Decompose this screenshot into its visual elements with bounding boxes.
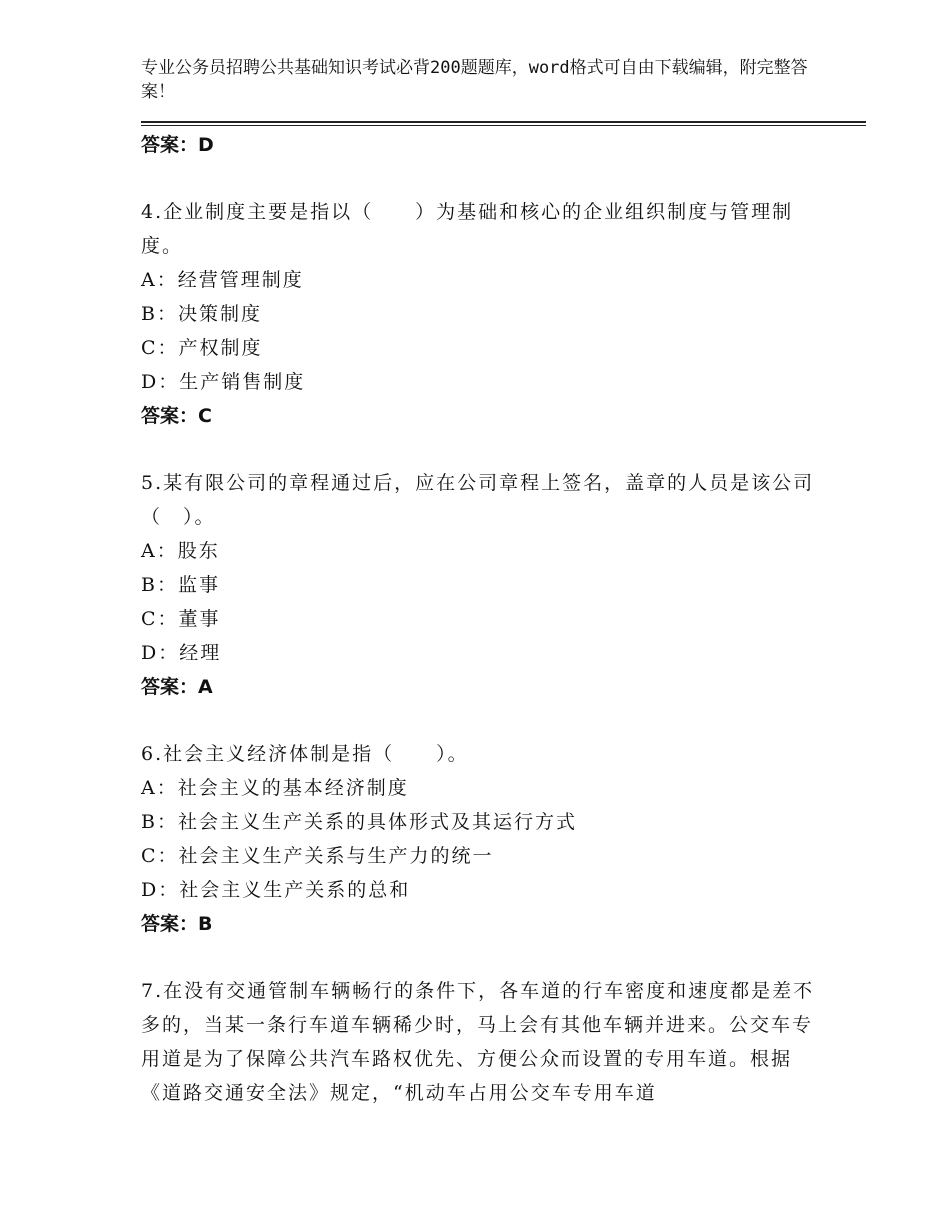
option-b: B：决策制度 [141, 303, 262, 325]
option-d: D：经理 [141, 642, 222, 664]
question-7 [141, 974, 821, 1110]
answer-line: 答案：C [141, 405, 212, 427]
option-a: A：经营管理制度 [141, 269, 304, 291]
question-list [141, 128, 821, 1110]
question-5 [141, 466, 821, 704]
option-d: D：生产销售制度 [141, 371, 306, 393]
header-rule-thick [141, 121, 866, 123]
answer-line: 答案：D [141, 134, 214, 156]
question-text: 6.社会主义经济体制是指（ ）。 [141, 743, 469, 765]
answer-line: 答案：A [141, 676, 213, 698]
option-c: C：董事 [141, 608, 221, 630]
question-text: 5.某有限公司的章程通过后，应在公司章程上签名，盖章的人员是该公司（ ）。 [141, 472, 815, 528]
option-c: C：产权制度 [141, 337, 263, 359]
header-rule-thin [141, 125, 866, 126]
option-c: C：社会主义生产关系与生产力的统一 [141, 845, 494, 867]
page-header: 专业公务员招聘公共基础知识考试必背200题题库，word格式可自由下载编辑，附完整答案！ [141, 58, 808, 102]
option-d: D：社会主义生产关系的总和 [141, 879, 411, 901]
answer-line: 答案：B [141, 913, 213, 935]
option-a: A：股东 [141, 540, 220, 562]
option-b: B：社会主义生产关系的具体形式及其运行方式 [141, 811, 577, 833]
question-text: 7.在没有交通管制车辆畅行的条件下，各车道的行车密度和速度都是差不多的，当某一条行车道车辆稀少时，马上会有其他车辆并进来。公交车专用道是为了保障公共汽车路权优先、方便公众而设置的专用车道。根据《道路交通安全法》规定，“机动车占用公交车专用车道 [141, 980, 815, 1104]
option-a: A：社会主义的基本经济制度 [141, 777, 409, 799]
question-text: 4.企业制度主要是指以（ ）为基础和核心的企业组织制度与管理制度。 [141, 201, 794, 257]
question-6 [141, 737, 821, 941]
question-4 [141, 195, 821, 433]
option-b: B：监事 [141, 574, 220, 596]
